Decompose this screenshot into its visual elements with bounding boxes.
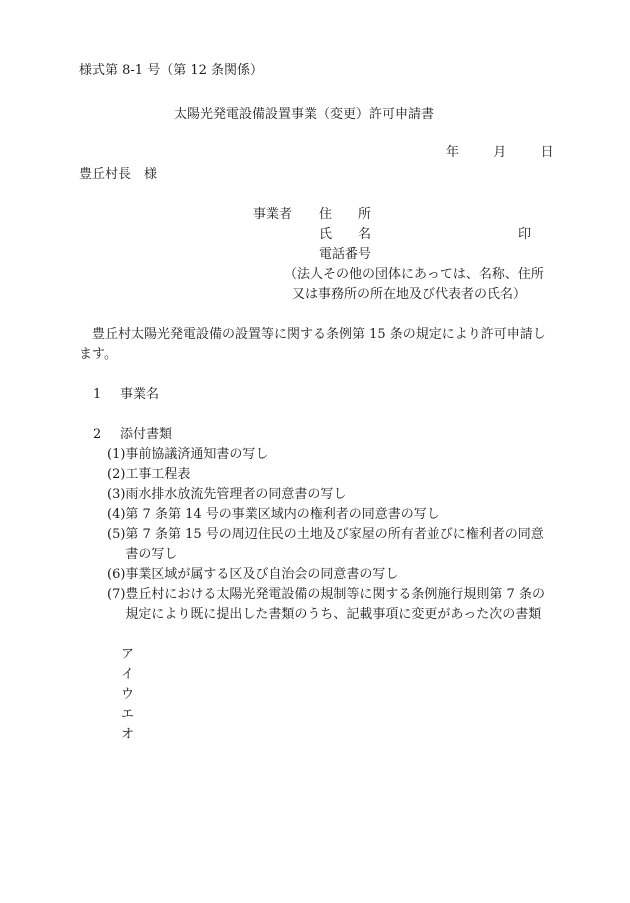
date-year-label: 年: [446, 145, 460, 160]
sub-item: ア: [121, 647, 135, 662]
sub-item: オ: [121, 727, 135, 742]
list-item: (1) 事前協議済通知書の写し: [107, 447, 269, 462]
sub-item-list: [121, 645, 134, 745]
document-title: 太陽光発電設備設置事業（変更）許可申請書: [174, 107, 435, 122]
date-month-label: 月: [493, 145, 507, 160]
list-item: (4) 第 7 条第 14 号の事業区域内の権利者の同意書の写し: [107, 507, 440, 522]
sub-item: ウ: [121, 687, 135, 702]
section-label: 事業名: [120, 387, 160, 402]
date-line: [446, 143, 554, 163]
section-attachments: [93, 425, 172, 445]
list-item: (3) 雨水排水放流先管理者の同意書の写し: [107, 487, 347, 502]
list-item: (7) 豊丘村における太陽光発電設備の規制等に関する条例施行規則第 7 条の規定により既に提出した書類のうち、記載事項に変更があった次の書類: [107, 587, 545, 622]
application-statement: 豊丘村太陽光発電設備の設置等に関する条例第 15 条の規定により許可申請します。: [79, 327, 546, 362]
applicant-label: 事業者: [253, 207, 293, 222]
attachment-list: [107, 445, 547, 625]
date-day-label: 日: [540, 145, 554, 160]
section-number: 2: [93, 427, 102, 442]
list-item: (6) 事業区域が属する区及び自治会の同意書の写し: [107, 567, 399, 582]
seal-mark: 印: [518, 227, 532, 242]
name-label: 氏 名: [319, 227, 372, 242]
form-number: 様式第 8-1 号（第 12 条関係）: [79, 63, 264, 78]
sub-item: エ: [121, 707, 135, 722]
list-item: (5) 第 7 条第 15 号の周辺住民の土地及び家屋の所有者並びに権利者の同意書の写し: [107, 527, 544, 562]
sub-item: イ: [121, 667, 135, 682]
section-project-name: [93, 385, 159, 405]
address-label: 住 所: [319, 207, 372, 222]
section-number: 1: [93, 387, 102, 402]
corporate-note-line1: （法人その他の団体にあっては、名称、住所: [284, 267, 544, 282]
section-label: 添付書類: [120, 427, 173, 442]
addressee: 豊丘村長 様: [79, 167, 158, 182]
list-item: (2) 工事工程表: [107, 467, 191, 482]
corporate-note-line2: 又は事務所の所在地及び代表者の氏名）: [292, 287, 527, 302]
phone-label: 電話番号: [319, 247, 372, 262]
